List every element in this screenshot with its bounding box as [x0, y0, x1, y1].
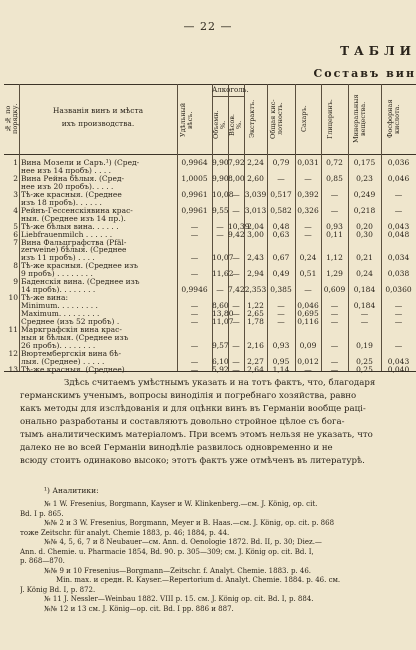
- footnote-line: Min. max. и средн. R. Kayser.—Repertorium d. Analyt. Chemie. 1884. p. 46. см.: [56, 576, 341, 584]
- cell-ac: 0,517: [270, 189, 292, 199]
- cell-ac: 0,49: [272, 269, 290, 279]
- row-number: 8: [13, 261, 18, 271]
- cell-ph: —: [394, 317, 403, 326]
- cell-av: —: [216, 221, 224, 231]
- cell-aw: —: [232, 301, 240, 311]
- cell-av: 11,07: [212, 317, 234, 326]
- cell-ac: 0,63: [272, 229, 290, 239]
- cell-ex: 2,16: [247, 340, 264, 350]
- footnote-line: № 1 W. Fresenius, Borgmann, Kayser и W. Klinkenberg.—см. J. König, op. cit.: [44, 500, 318, 508]
- wine-name: Тѣ-же бѣлыя вина. . . . . .: [21, 221, 119, 231]
- paragraph-line: тымъ аналитическимъ матеріаломъ. При всемъ этомъ нельзя не указать, что: [20, 430, 373, 440]
- row-number: 2: [13, 173, 18, 183]
- cell-aw: —: [232, 364, 240, 374]
- wine-name: лыя. (Среднее) . . . . .: [21, 356, 105, 366]
- cell-gl: —: [330, 356, 339, 366]
- cell-ac: 0,95: [272, 356, 290, 366]
- table-subtitle: Составъ вин: [313, 67, 416, 80]
- header-alcohol-volume: Объемн. %.: [212, 110, 227, 140]
- cell-ex: 3,039: [244, 189, 267, 199]
- cell-gl: —: [330, 317, 339, 326]
- paragraph-line: далеко не во всей Германіи винодѣліе развилось одновременно и не: [20, 443, 333, 453]
- header-names-line2: ихъ производства.: [61, 119, 135, 128]
- cell-av: 10,07: [212, 253, 234, 263]
- wine-composition-table: [4, 84, 416, 374]
- cell-gl: —: [330, 340, 339, 350]
- cell-aw: 10,39: [228, 221, 250, 231]
- cell-w: —: [190, 340, 199, 350]
- cell-mi: 0,25: [356, 356, 373, 366]
- cell-av: 5,92: [212, 364, 229, 374]
- cell-mi: 0,23: [356, 173, 373, 183]
- header-names-line1: Названія винъ и мѣста: [52, 106, 144, 115]
- cell-mi: 0,184: [353, 301, 376, 311]
- cell-mi: 0,24: [356, 269, 373, 279]
- cell-w: —: [190, 364, 199, 374]
- cell-ph: 0,046: [387, 173, 410, 183]
- cell-ex: 1,78: [247, 317, 264, 326]
- cell-ac: 0,93: [272, 340, 290, 350]
- cell-ex: 3,013: [244, 205, 267, 215]
- cell-aw: 9,42: [228, 229, 245, 239]
- cell-gl: 1,12: [326, 253, 343, 263]
- cell-su: 0,012: [297, 356, 319, 366]
- cell-su: —: [304, 173, 312, 183]
- cell-aw: —: [232, 356, 240, 366]
- wine-name: Тѣ-же красныя. (Среднее).: [21, 364, 128, 374]
- cell-su: —: [304, 229, 312, 239]
- cell-w: —: [190, 269, 199, 279]
- footnotes-heading: ¹) Аналитики:: [44, 486, 99, 495]
- cell-ac: —: [277, 317, 285, 326]
- cell-av: 10,08: [212, 189, 234, 199]
- footnote-line: J. König Bd. I, p. 872.: [20, 585, 96, 594]
- cell-mi: —: [360, 317, 369, 326]
- cell-ph: 0,038: [387, 269, 410, 279]
- cell-w: —: [190, 221, 199, 231]
- row-number: 12: [8, 348, 18, 358]
- cell-ph: 0,043: [387, 221, 410, 231]
- footnote-line: тоже Zeitschr. für analyt. Chemie 1883, p. 46; 1884, p. 44.: [20, 528, 230, 537]
- wine-name: Тѣ-же красныя. (Среднее: [21, 189, 122, 199]
- wine-name: ныя и бѣлыя. (Среднее изъ: [21, 332, 129, 342]
- cell-w: 0,9961: [181, 205, 208, 215]
- row-number: 3: [13, 189, 18, 199]
- cell-gl: 0,72: [326, 158, 343, 167]
- footnote-line: №№ 12 и 13 см. J. König—op. cit. Bd. I pp. 886 и 887.: [44, 604, 234, 613]
- wine-name: Рейнъ-Гессенскіявина крас-: [21, 205, 133, 215]
- paragraph-line: всюду стоитъ одинаково высоко; этотъ фактъ уже отмѣченъ въ литературѣ.: [20, 456, 365, 466]
- paragraph-line: какъ методы для изслѣдованія и для оцѣнки винъ въ Германіи вообще рацi-: [20, 404, 366, 414]
- cell-aw: —: [232, 253, 240, 263]
- cell-ex: 2,65: [247, 309, 264, 319]
- cell-ph: 0,040: [387, 364, 410, 374]
- cell-su: 0,046: [297, 301, 319, 311]
- cell-av: —: [216, 285, 224, 295]
- cell-su: 0,09: [299, 340, 317, 350]
- header-sugar: Сахаръ.: [300, 105, 308, 133]
- cell-av: 6,10: [212, 356, 229, 366]
- wine-name: zerweine) бѣлыя. (Среднее: [21, 245, 127, 255]
- cell-ex: 3,00: [247, 229, 264, 239]
- cell-ex: 2,43: [247, 253, 264, 263]
- cell-aw: 7,42: [228, 285, 245, 295]
- cell-gl: —: [330, 301, 339, 311]
- cell-gl: 0,85: [326, 173, 343, 183]
- footnote-line: №№ 2 и 3 W. Fresenius, Borgmann, Meyer и B. Haas.—см. J. König, op. cit. p. 868: [44, 519, 335, 527]
- cell-mi: 0,19: [356, 340, 373, 350]
- footnote-line: Ann. d. Chemie. u. Pharmacie 1854, Bd. 90. p. 305—309; см. J. König op. cit. Bd. I,: [20, 547, 314, 556]
- cell-av: 9,90: [212, 173, 229, 183]
- wine-name: 26 пробъ). . . . . . . .: [21, 340, 96, 350]
- cell-ac: 0,67: [272, 253, 290, 263]
- cell-ex: 2,94: [247, 269, 264, 279]
- cell-aw: —: [232, 340, 240, 350]
- cell-gl: —: [330, 205, 339, 215]
- cell-mi: 0,21: [356, 253, 373, 263]
- paragraph-line: германскимъ ученымъ, вопросы виноділія и погребнаго хозяйства, равно: [20, 391, 357, 401]
- cell-ph: 0,043: [387, 356, 410, 366]
- cell-av: —: [216, 229, 224, 239]
- cell-aw: 7,92: [228, 158, 245, 167]
- footnote-line: №№ 9 и 10 Fresenius—Borgmann—Zeitschr. f. Analyt. Chemie. 1883. p. 46.: [44, 566, 312, 575]
- cell-su: 0,695: [297, 309, 319, 319]
- cell-av: 9,55: [212, 205, 229, 215]
- row-number: 7: [13, 237, 18, 247]
- cell-av: 9,90: [212, 158, 229, 167]
- cell-su: 0,51: [299, 269, 317, 279]
- cell-ex: 2,04: [247, 221, 264, 231]
- paragraph-line: онально разработаны и составляютъ довольно стройное цѣлое съ бога-: [20, 417, 345, 427]
- row-number: 9: [13, 277, 18, 287]
- row-number: 13: [8, 364, 18, 374]
- cell-w: 1,0005: [181, 173, 208, 183]
- cell-aw: —: [232, 189, 240, 199]
- header-alcohol: Алкоголь.: [212, 86, 249, 94]
- cell-mi: 0,175: [353, 158, 376, 167]
- cell-ac: 0,385: [270, 285, 292, 295]
- cell-mi: 0,30: [356, 229, 373, 239]
- cell-mi: 0,20: [356, 221, 373, 231]
- cell-mi: 0,249: [353, 189, 376, 199]
- cell-mi: 0,25: [356, 364, 373, 374]
- cell-w: —: [190, 253, 199, 263]
- cell-su: —: [304, 221, 312, 231]
- page-title: ТАБЛИ: [340, 44, 416, 58]
- cell-mi: 0,218: [353, 205, 376, 215]
- cell-gl: —: [330, 189, 339, 199]
- row-number: 4: [13, 205, 18, 215]
- cell-gl: 1,29: [326, 269, 343, 279]
- wine-name: Вюртембергскія вина бѣ-: [21, 348, 121, 358]
- wine-name: Маркграфскія вина крас-: [21, 324, 122, 334]
- header-glycerin: Глицеринъ.: [326, 99, 334, 139]
- footnote-line: № 11 J. Nessler—Weinbau 1882. VIII p. 15. см. J. König op. cit. Bd. I, p. 884.: [44, 595, 314, 603]
- wine-name: Тѣ-же вина:: [21, 293, 68, 303]
- wine-name: Баденскія вина. (Среднее изъ: [21, 277, 140, 287]
- header-names: [20, 104, 176, 130]
- cell-ac: 0,79: [272, 158, 290, 167]
- cell-w: —: [190, 229, 199, 239]
- cell-w: —: [190, 309, 199, 319]
- cell-w: 0,9946: [181, 285, 208, 295]
- wine-name: нее изъ 14 пробъ) . . . .: [21, 165, 112, 175]
- cell-w: —: [190, 317, 199, 326]
- row-number: 10: [8, 293, 18, 303]
- cell-gl: 0,609: [323, 285, 346, 295]
- cell-ex: 1,22: [247, 301, 264, 311]
- page-number: — 22 —: [183, 20, 233, 33]
- wine-name: Liebfrauenmilch . . . . . .: [21, 229, 113, 239]
- cell-ex: 2,353: [244, 285, 267, 295]
- cell-su: —: [304, 364, 312, 374]
- wine-name: Вина Фальцграфства (Pfäl-: [21, 237, 127, 247]
- footnote-line: Bd. I p. 865.: [20, 509, 64, 518]
- cell-av: 8,60: [212, 301, 229, 311]
- cell-ac: 0,48: [272, 221, 290, 231]
- wine-name: изъ 11 пробъ) . . . .: [21, 253, 95, 263]
- header-specific-weight: Удѣльный вѣсъ.: [179, 102, 194, 138]
- cell-su: 0,392: [297, 189, 319, 199]
- cell-su: 0,24: [299, 253, 317, 263]
- cell-w: —: [190, 356, 199, 366]
- wine-name: изъ 18 пробъ). . . . . .: [21, 197, 102, 207]
- header-mineral: Минеральныя вещества.: [352, 94, 367, 144]
- footnote-line: №№ 4, 5, 6, 7 и 8 Neubauer—см. Ann. d. Oenologie 1872. Bd. II, p. 30; Diez.—: [44, 538, 322, 546]
- cell-gl: —: [330, 364, 339, 374]
- cell-aw: —: [232, 317, 240, 326]
- cell-aw: 8,00: [228, 173, 245, 183]
- row-number: 6: [13, 229, 18, 239]
- row-number: 11: [8, 324, 18, 334]
- cell-ex: 2,27: [247, 356, 264, 366]
- body-paragraph: [20, 377, 416, 468]
- cell-ac: —: [277, 309, 285, 319]
- wine-name: Среднее (изъ 52 пробъ) .: [21, 317, 120, 326]
- cell-w: —: [190, 301, 199, 311]
- header-alcohol-weight: Вѣсов. %.: [228, 114, 243, 136]
- header-total-acidity: Общая кис- лотность.: [269, 99, 284, 139]
- cell-ac: —: [277, 173, 285, 183]
- paragraph-line: Здѣсь считаемъ умѣстнымъ указать и на тотъ фактъ, что, благодаря: [64, 378, 376, 388]
- wine-name: Maximum. . . . . . . . .: [21, 309, 100, 319]
- cell-ac: —: [277, 301, 285, 311]
- cell-mi: 0,184: [353, 285, 376, 295]
- cell-su: 0,031: [297, 158, 319, 167]
- cell-ex: 2,64: [247, 364, 264, 374]
- cell-ac: 1,14: [272, 364, 290, 374]
- cell-aw: —: [232, 309, 240, 319]
- cell-av: 13,80: [212, 309, 234, 319]
- cell-ac: 0,582: [270, 205, 292, 215]
- cell-ex: 2,60: [247, 173, 264, 183]
- wine-name: Вина Мозели и Саръ.¹) (Сред-: [21, 158, 140, 167]
- cell-av: 11,62: [212, 269, 234, 279]
- header-extract: Экстрактъ.: [248, 99, 256, 139]
- cell-ph: —: [394, 309, 403, 319]
- wine-name: ныя. (Среднее изъ 14 пр.).: [21, 213, 126, 223]
- header-rownum: №№ по порядку.: [4, 103, 19, 135]
- cell-ph: —: [394, 205, 403, 215]
- wine-name: Вина Рейна бѣлыя. (Сред-: [21, 173, 125, 183]
- cell-ph: —: [394, 340, 403, 350]
- cell-ph: —: [394, 189, 403, 199]
- row-number: 1: [13, 158, 18, 167]
- cell-gl: 0,11: [326, 229, 343, 239]
- wine-name: Minimum. . . . . . . . .: [21, 301, 98, 311]
- cell-w: 0,9964: [181, 158, 208, 167]
- cell-aw: —: [232, 205, 240, 215]
- footnote-line: p. 868—870.: [20, 557, 65, 565]
- cell-gl: —: [330, 309, 339, 319]
- cell-aw: —: [232, 269, 240, 279]
- cell-ph: —: [394, 301, 403, 311]
- cell-ph: 0,0360: [385, 285, 412, 295]
- cell-w: 0,9961: [181, 189, 208, 199]
- wine-name: Тѣ-же красныя. (Среднее изъ: [21, 261, 139, 271]
- wine-name: нее изъ 20 пробъ). . . . .: [21, 181, 114, 191]
- cell-gl: 0,93: [326, 221, 343, 231]
- header-phosphoric: Фосфорная кислота.: [386, 99, 401, 139]
- cell-av: 9,57: [212, 340, 229, 350]
- footnotes: [20, 500, 416, 614]
- cell-ex: 2,24: [247, 158, 264, 167]
- row-number: 5: [13, 221, 18, 231]
- cell-su: 0,116: [297, 317, 319, 326]
- wine-name: 9 пробъ) . . . . . . . .: [21, 269, 93, 279]
- cell-ph: 0,048: [387, 229, 410, 239]
- cell-mi: —: [360, 309, 369, 319]
- cell-su: 0,326: [297, 205, 319, 215]
- cell-su: —: [304, 285, 312, 295]
- cell-ph: 0,036: [387, 158, 410, 167]
- cell-ph: 0,034: [387, 253, 410, 263]
- wine-name: 14 пробъ). . . . . . . .: [21, 285, 96, 295]
